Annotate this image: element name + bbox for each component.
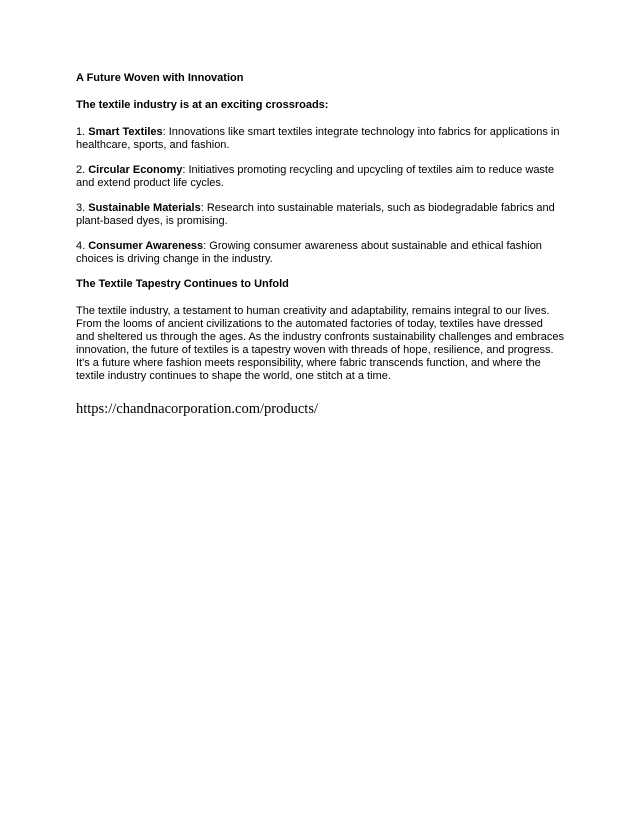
document-page [76, 72, 564, 417]
numbered-list [76, 126, 564, 266]
list-item-text: : Research into sustainable materials, such as biodegradable fabrics and plant-based dyes, is promising. [76, 202, 555, 227]
list-item-number: 2. [76, 164, 89, 176]
list-item [76, 126, 564, 152]
body-paragraph: The textile industry, a testament to human creativity and adaptability, remains integral to our lives. From the looms of ancient civilizations to the automated factories of today, textiles have dressed and sheltered us through the ages. As the industry confronts sustainability challenges and embraces innovation, the future of textiles is a tapestry woven with threads of hope, resilience, and progress. It's a future where fashion meets responsibility, where fabric transcends function, and where the textile industry continues to shape the world, one stitch at a time. [76, 305, 564, 382]
document-title: A Future Woven with Innovation [76, 72, 244, 84]
list-item-number: 1. [76, 126, 89, 138]
list-item-text: : Innovations like smart textiles integrate technology into fabrics for applications in healthcare, sports, and fashion. [76, 126, 560, 151]
list-item-text: : Growing consumer awareness about sustainable and ethical fashion choices is driving change in the industry. [76, 240, 542, 265]
products-link[interactable]: https://chandnacorporation.com/products/ [76, 401, 319, 417]
list-item [76, 164, 564, 190]
list-item-number: 4. [76, 240, 89, 252]
list-item [76, 240, 564, 266]
section-title: The Textile Tapestry Continues to Unfold [76, 278, 289, 290]
list-item [76, 202, 564, 228]
list-item-term: Circular Economy [88, 164, 183, 176]
list-item-text: : Initiatives promoting recycling and upcycling of textiles aim to reduce waste and extend product life cycles. [76, 164, 555, 189]
list-item-term: Consumer Awareness [88, 240, 204, 252]
document-subtitle: The textile industry is at an exciting crossroads: [76, 99, 329, 111]
list-item-term: Smart Textiles [88, 126, 163, 138]
list-item-term: Sustainable Materials [88, 202, 201, 214]
list-item-number: 3. [76, 202, 89, 214]
